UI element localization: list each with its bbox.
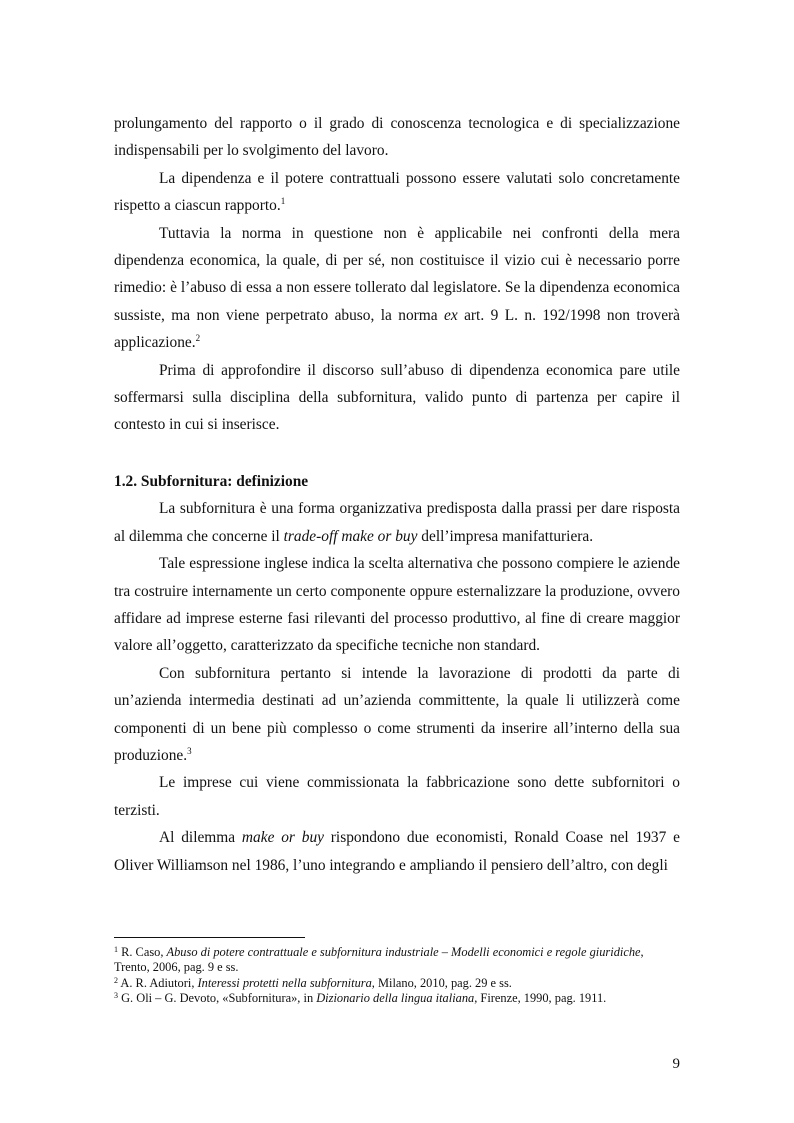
paragraph-subcontractors: Le imprese cui viene commissionata la fabbricazione sono dette subfornitori o terzisti. (114, 774, 680, 819)
footnote-ref-3: 3 (187, 745, 192, 756)
paragraph-dependence: La dipendenza e il potere contrattuali possono essere valutati solo concretamente rispetto a ciascun rapporto.$^1$ (114, 169, 680, 215)
paragraph-expression: Tale espressione inglese indica la scelta alternativa che possono compiere le aziende tra costruire internamente un certo componente oppure esternalizzare la produzione, ovvero affidare ad imprese esterne fasi rilevanti del processo produttivo, al fine di creare maggior valore all’oggetto, caratterizzato da specifiche tecniche non standard. (114, 555, 680, 655)
footnotes-section (114, 937, 682, 1007)
paragraph-norm: Tuttavia la norma in questione non è applicabile nei confronti della mera dipendenza economica, la quale, di per sé, non costituisce il vizio cui è necessario porre rimedio: è l’abuso di essa a non essere tollerato dal legislatore. Se la dipendenza economica sussiste, ma non viene perpetrato abuso, la norma ex art. 9 L. n. 192/1998 non troverà applicazione.$^2$ (114, 224, 680, 352)
footnote-separator (114, 937, 305, 938)
section-heading: 1.2. Subfornitura: definizione (114, 472, 309, 490)
footnote-ref-1: 1 (280, 196, 286, 207)
page-number: 9 (672, 1056, 680, 1072)
paragraph-processing: Con subfornitura pertanto si intende la lavorazione di prodotti da parte di un’azienda intermedia destinati ad un’azienda committente, la quale li utilizzerà come componenti di un bene più complesso o come strumenti da inserire all’interno della sua produzione.$^3$ (114, 664, 680, 764)
paragraph-definition: La subfornitura è una forma organizzativa predisposta dalla prassi per dare risposta al dilemma che concerne il trade-off make or buy dell’impresa manifatturiera. (114, 500, 680, 545)
paragraph-continuation: prolungamento del rapporto o il grado di conoscenza tecnologica e di specializzazione indispensabili per lo svolgimento del lavoro. (114, 115, 680, 160)
footnote-item: $^1$ R. Caso, Abuso di potere contrattuale e subfornitura industriale – Modelli economici e regole giuridiche, Trento, 2006, pag. 9 e ss. (114, 945, 644, 975)
footnote-item: $^2$ A. R. Adiutori, Interessi protetti nella subfornitura, Milano, 2010, pag. 29 e ss. (114, 975, 512, 990)
page-body (114, 110, 680, 879)
paragraph-intro-subfornitura: Prima di approfondire il discorso sull’abuso di dipendenza economica pare utile soffermarsi sulla disciplina della subfornitura, valido punto di partenza per capire il contesto in cui si inserisce. (114, 361, 680, 434)
footnote-item: $^3$ G. Oli – G. Devoto, «Subfornitura», in Dizionario della lingua italiana, Firenze, 1990, pag. 1911. (114, 991, 607, 1006)
footnote-ref-2: 2 (195, 333, 201, 344)
paragraph-economists: Al dilemma make or buy rispondono due economisti, Ronald Coase nel 1937 e Oliver Williamson nel 1986, l’uno integrando e ampliando il pensiero dell’altro, con degli (114, 829, 680, 874)
